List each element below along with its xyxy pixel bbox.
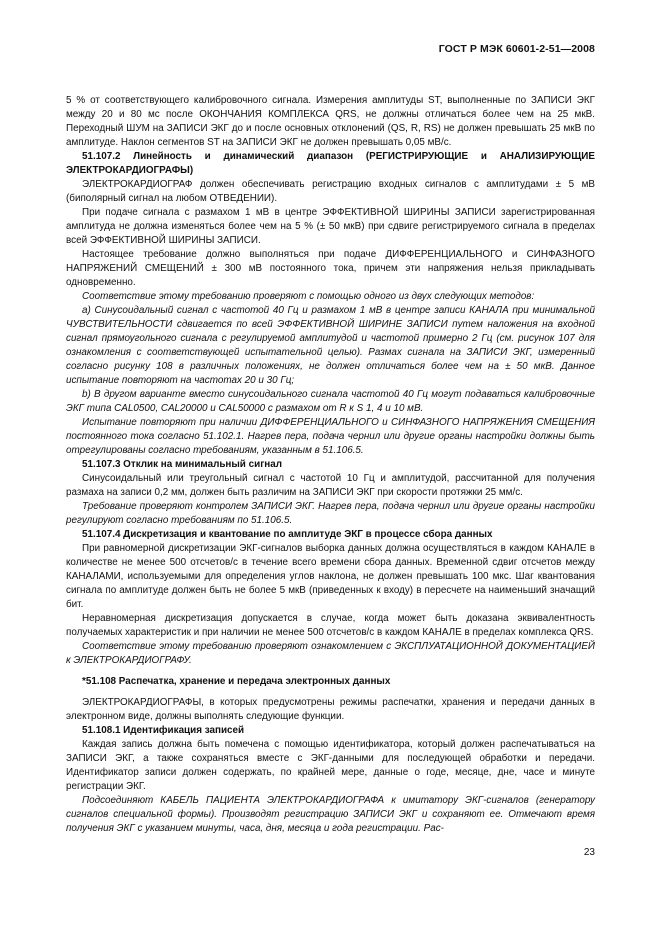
paragraph-min-signal-check: Требование проверяют контролем ЗАПИСИ ЭКГ. Нагрев пера, подача чернил или другие органы настройки регулируют согласно требованиям по 51.106.5. — [66, 501, 595, 526]
paragraph-record-id: Каждая запись должна быть помечена с помощью идентификатора, который должен распечатываться на ЗАПИСИ ЭКГ, а также сохраняться вместе с ЭКГ-данными для последующей обработки и передачи. Идентификатор записи должен содержать, по крайней мере, данные о годе, месяце, дне, часе и минуте регистрации ЭКГ. — [66, 739, 595, 792]
paragraph-offset-voltage: Настоящее требование должно выполняться при подаче ДИФФЕРЕНЦИАЛЬНОГО и СИНФАЗНОГО НАПРЯЖЕНИЙ СМЕЩЕНИЙ ± 300 мВ постоянного тока, причем эти напряжения нельзя прикладывать одновременно. — [66, 249, 595, 288]
heading-51-108: *51.108 Распечатка, хранение и передача электронных данных — [82, 676, 391, 687]
standard-header: ГОСТ Р МЭК 60601-2-51—2008 — [438, 43, 595, 55]
paragraph-compliance-methods: Соответствие этому требованию проверяют с помощью одного из двух следующих методов: — [82, 291, 535, 302]
paragraph-sampling: При равномерной дискретизации ЭКГ-сигналов выборка данных должна осуществляться в каждом КАНАЛЕ в количестве не менее 500 отсчетов/с в течение всего времени сбора данных. Временной сдвиг отсчетов между КАНАЛАМИ, используемыми для определения углов наклона, не должен превышать 100 мкс. Шаг квантования сигнала по амплитуде должен быть не более 5 мкВ (приведенных к входу) в пересчете на наименьший значащий бит. — [66, 543, 595, 610]
paragraph-dynamic-range: ЭЛЕКТРОКАРДИОГРАФ должен обеспечивать регистрацию входных сигналов с амплитудами ± 5 мВ (биполярный сигнал на любом ОТВЕДЕНИИ). — [66, 179, 595, 204]
paragraph-method-a: a) Синусоидальный сигнал с частотой 40 Гц и размахом 1 мВ в центре записи КАНАЛА при минимальной ЧУВСТВИТЕЛЬНОСТИ сдвигается по всей ЭФФЕКТИВНОЙ ШИРИНЕ ЗАПИСИ путем наложения на входной сигнал прямоугольного сигнала с регулируемой амплитудой и частотой примерно 2 Гц (см. рисунок 107 для ознакомления с соответствующей испытательной целью). Размах сигнала на ЗАПИСИ ЭКГ, измеренный согласно рисунку 108 в различных положениях, не должен отличаться более чем на ± 50 мкВ. Данное испытание повторяют на частотах 20 и 30 Гц; — [66, 305, 595, 386]
heading-51-107-4: 51.107.4 Дискретизация и квантование по амплитуде ЭКГ в процессе сбора данных — [82, 529, 493, 540]
heading-51-107-3: 51.107.3 Отклик на минимальный сигнал — [82, 459, 283, 470]
paragraph-1mv-signal: При подаче сигнала с размахом 1 мВ в центре ЭФФЕКТИВНОЙ ШИРИНЫ ЗАПИСИ зарегистрированная амплитуда не должна изменяться более чем на 5 % (± 50 мкВ) при сдвиге регистрируемого сигнала в пределах всей ЭФФЕКТИВНОЙ ШИРИНЫ ЗАПИСИ. — [66, 207, 595, 246]
heading-51-108-1: 51.108.1 Идентификация записей — [82, 725, 245, 736]
paragraph-sampling-compliance: Соответствие этому требованию проверяют ознакомлением с ЭКСПЛУАТАЦИОННОЙ ДОКУМЕНТАЦИЕЙ к ЭЛЕКТРОКАРДИОГРАФУ. — [66, 641, 595, 666]
paragraph-test-repeat: Испытание повторяют при наличии ДИФФЕРЕНЦИАЛЬНОГО и СИНФАЗНОГО НАПРЯЖЕНИЯ СМЕЩЕНИЯ постоянного тока согласно 51.102.1. Нагрев пера, подача чернил или другие органы настройки должны быть отрегулированы согласно требованиям, указанным в 51.106.5. — [66, 417, 595, 456]
paragraph-nonuniform-sampling: Неравномерная дискретизация допускается в случае, когда может быть доказана эквивалентность получаемых характеристик и при наличии не менее 500 отсчетов/с в каждом КАНАЛЕ в пределах комплекса QRS. — [66, 613, 595, 638]
paragraph-st-continuation: 5 % от соответствующего калибровочного сигнала. Измерения амплитуды ST, выполненные по ЗАПИСИ ЭКГ между 20 и 80 мс после ОКОНЧАНИЯ КОМПЛЕКСА QRS, не должны отличаться более чем на 25 мкВ. Переходный ШУМ на ЗАПИСИ ЭКГ до и после основных отклонений (QS, R, RS) не должен превышать 25 мкВ по амплитуде. Наклон сегментов ST на ЗАПИСИ ЭКГ не должен превышать 0,05 мВ/с. — [66, 95, 595, 148]
paragraph-min-signal: Синусоидальный или треугольный сигнал с частотой 10 Гц и амплитудой, рассчитанной для получения размаха на записи 0,2 мм, должен быть различим на ЗАПИСИ ЭКГ при скорости протяжки 25 мм/с. — [66, 473, 595, 498]
page-body — [66, 94, 595, 836]
paragraph-method-b: b) В другом варианте вместо синусоидального сигнала частотой 40 Гц могут подаваться калибровочные ЭКГ типа CAL0500, CAL20000 и CAL50000 с размахом от R к S 1, 4 и 10 мВ. — [66, 389, 595, 414]
paragraph-record-id-test: Подсоединяют КАБЕЛЬ ПАЦИЕНТА ЭЛЕКТРОКАРДИОГРАФА к имитатору ЭКГ-сигналов (генератору сигналов специальной формы). Производят регистрацию ЗАПИСИ ЭКГ и сохраняют ее. Отмечают время получения ЭКГ с указанием минуты, часа, дня, месяца и года регистрации. Рас- — [66, 795, 595, 834]
heading-51-107-2: 51.107.2 Линейность и динамический диапазон (РЕГИСТРИРУЮЩИЕ и АНАЛИЗИРУЮЩИЕ ЭЛЕКТРОКАРДИОГРАФЫ) — [66, 151, 595, 176]
paragraph-electronic-data: ЭЛЕКТРОКАРДИОГРАФЫ, в которых предусмотрены режимы распечатки, хранения и передачи данных в электронном виде, должны выполнять следующие функции. — [66, 697, 595, 722]
page-number: 23 — [583, 847, 595, 858]
